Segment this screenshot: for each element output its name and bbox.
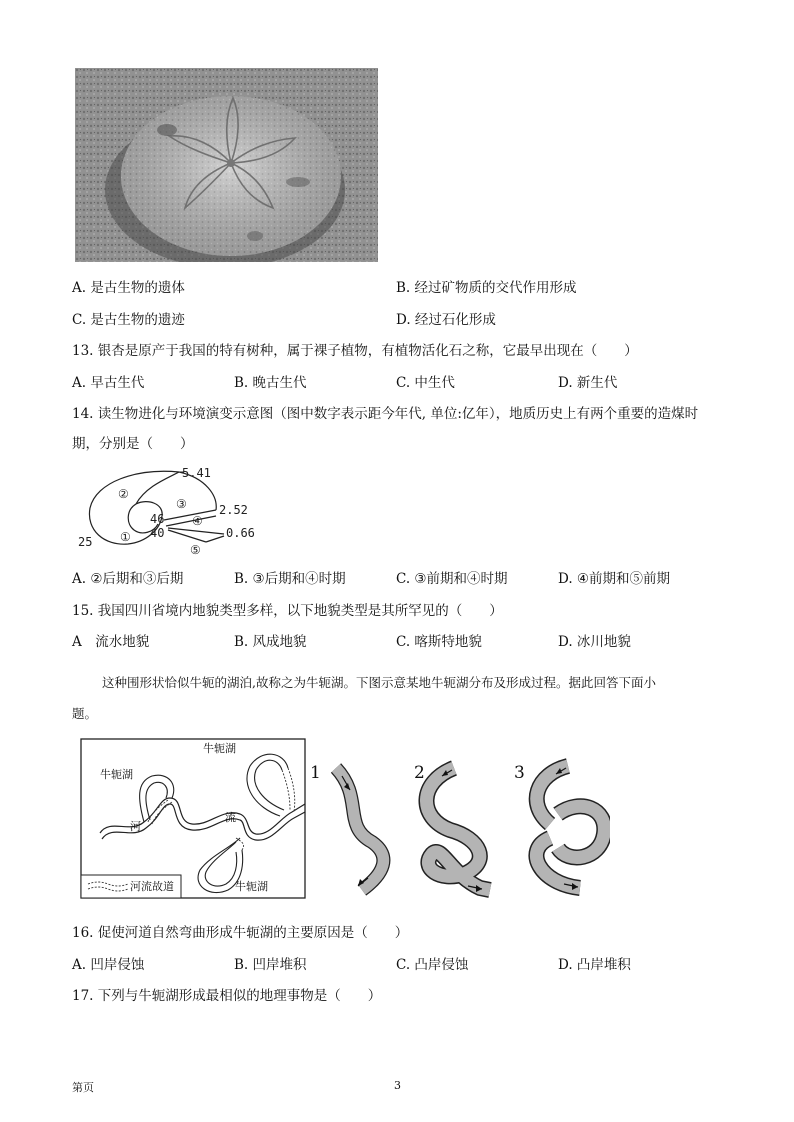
q15-option-c: C. 喀斯特地貌: [396, 634, 482, 650]
evo-number-5-41: 5.41: [182, 466, 211, 480]
evo-stage-4: ④: [192, 514, 203, 528]
q16-stem: 16. 促使河道自然弯曲形成牛轭湖的主要原因是（ ）: [72, 925, 409, 941]
step-number-3: 3: [514, 763, 525, 783]
evo-number-40: 40: [150, 526, 165, 540]
q14-option-c: C. ③前期和④时期: [396, 571, 508, 587]
q12-option-a: A. 是古生物的遗体: [72, 280, 185, 296]
q15-option-a: A 流水地貌: [72, 634, 150, 650]
footer-label: 第页: [72, 1081, 94, 1094]
page-number: 3: [394, 1079, 401, 1092]
q12-option-d: D. 经过石化形成: [396, 312, 496, 328]
q15-option-b: B. 风成地貌: [234, 634, 307, 650]
q14-stem-line2: 期，分别是（ ）: [72, 436, 194, 452]
q16-option-a: A. 凹岸侵蚀: [72, 957, 145, 973]
q12-option-b: B. 经过矿物质的交代作用形成: [396, 280, 577, 296]
q13-option-a: A. 早古生代: [72, 375, 145, 391]
fossil-photo: [75, 68, 378, 262]
q13-option-d: D. 新生代: [558, 375, 618, 391]
q16-option-c: C. 凸岸侵蚀: [396, 957, 469, 973]
q14-option-b: B. ③后期和④时期: [234, 571, 346, 587]
oxbow-lake-diagram: [80, 738, 610, 900]
q17-stem: 17. 下列与牛轭湖形成最相似的地理事物是（ ）: [72, 988, 382, 1004]
q14-option-d: D. ④前期和⑤前期: [558, 571, 671, 587]
label-river-1: 河: [130, 820, 141, 833]
q15-option-d: D. 冰川地貌: [558, 634, 631, 650]
q14-stem-line1: 14. 读生物进化与环境演变示意图（图中数字表示距今年代, 单位:亿年），地质历史上有两个重要的造煤时: [72, 406, 699, 422]
q16-option-b: B. 凹岸堆积: [234, 957, 307, 973]
label-river-2: 流: [225, 811, 236, 824]
q16-option-d: D. 凸岸堆积: [558, 957, 631, 973]
passage-line1: 这种围形状恰似牛轭的湖泊,故称之为牛轭湖。下图示意某地牛轭湖分布及形成过程。据此回答下面小: [102, 675, 656, 690]
label-oxbow-lake-2: 牛轭湖: [203, 742, 236, 755]
evo-stage-5: ⑤: [190, 543, 201, 556]
evolution-diagram: [76, 464, 276, 556]
evo-number-25: 25: [78, 535, 93, 549]
evo-number-46: 46: [150, 512, 165, 526]
q12-option-c: C. 是古生物的遗迹: [72, 312, 185, 328]
q13-stem: 13. 银杏是原产于我国的特有树种，属于裸子植物，有植物活化石之称，它最早出现在（ ）: [72, 343, 638, 359]
q13-option-c: C. 中生代: [396, 375, 455, 391]
evo-stage-2: ②: [118, 487, 129, 501]
evo-number-0-66: 0.66: [226, 526, 255, 540]
evo-stage-3: ③: [176, 497, 187, 511]
q14-option-a: A. ②后期和③后期: [72, 571, 184, 587]
q13-option-b: B. 晚古生代: [234, 375, 307, 391]
label-oxbow-lake-1: 牛轭湖: [100, 768, 133, 781]
q15-stem: 15. 我国四川省境内地貌类型多样，以下地貌类型是其所罕见的（ ）: [72, 603, 503, 619]
evo-number-2-52: 2.52: [219, 503, 248, 517]
evo-stage-1: ①: [120, 530, 131, 544]
passage-line2: 题。: [72, 706, 98, 721]
legend-old-channel: 河流故道: [130, 880, 174, 893]
step-number-1: 1: [310, 763, 321, 783]
label-oxbow-lake-3: 牛轭湖: [235, 880, 268, 893]
step-number-2: 2: [414, 763, 425, 783]
